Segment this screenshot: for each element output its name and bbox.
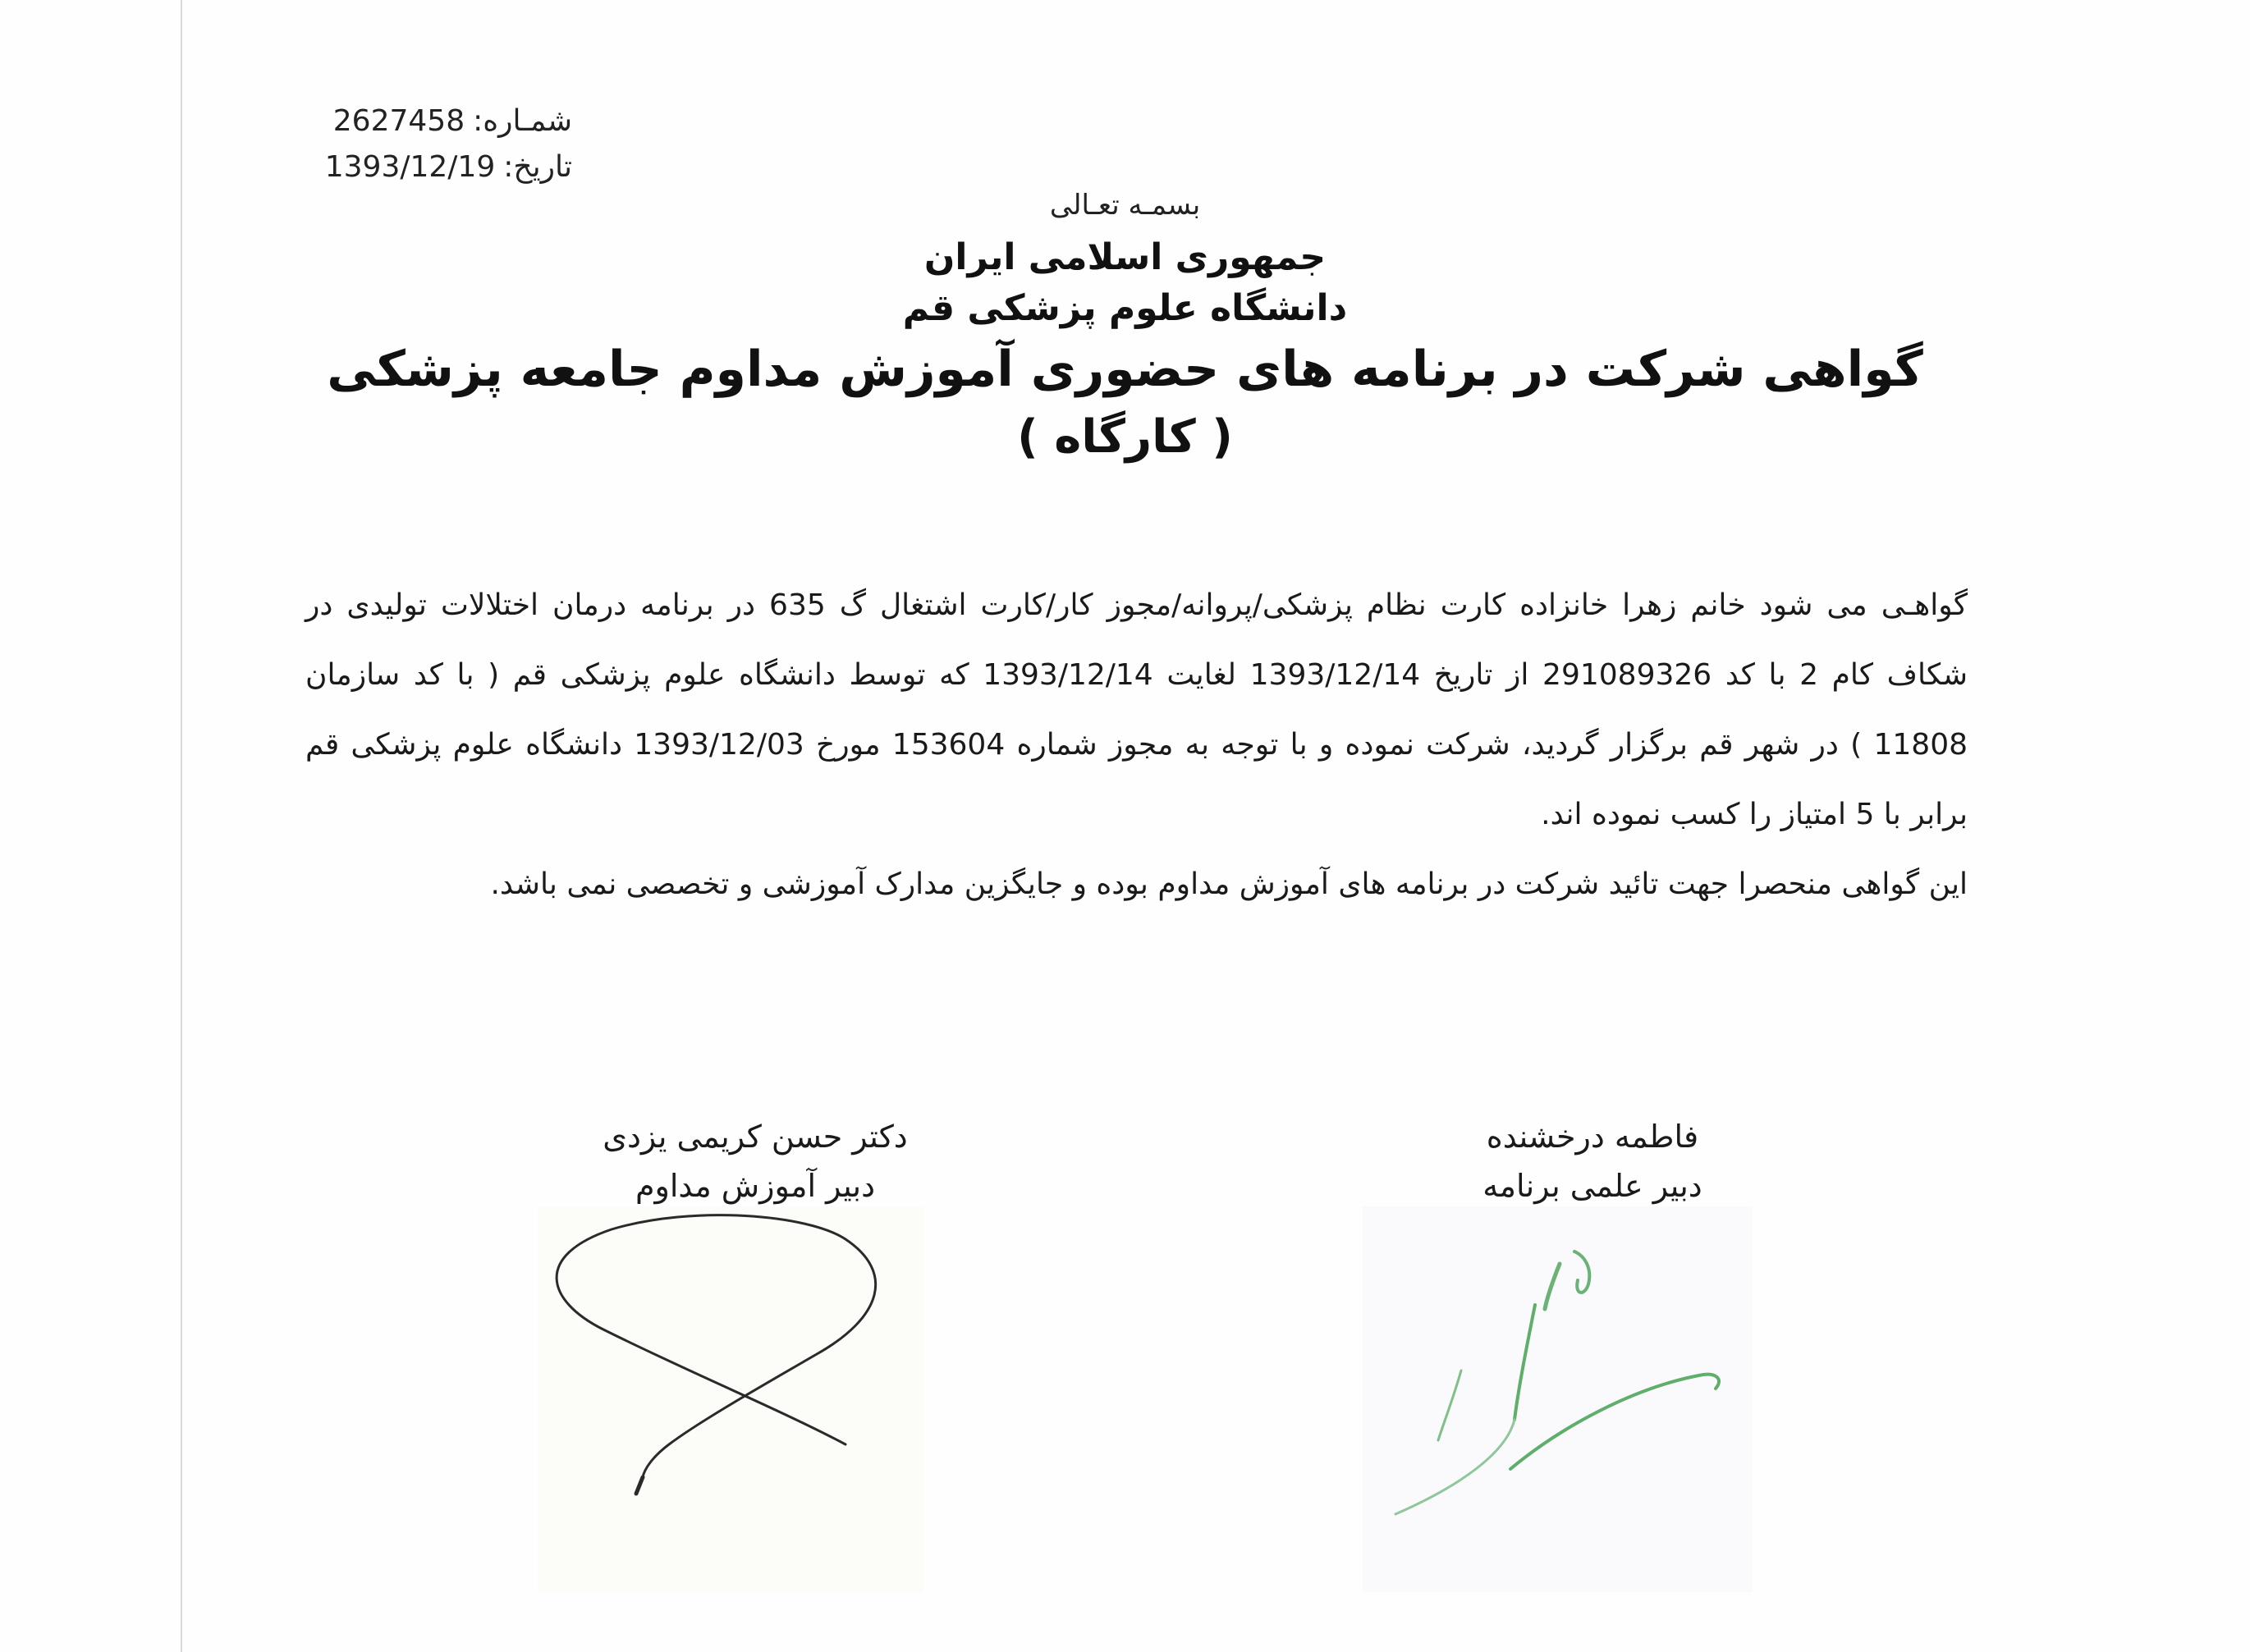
handwritten-signature-right-icon [1363,1206,1753,1592]
certificate-body [305,570,1968,919]
signatory-name-right: فاطمه درخشنده [1486,1119,1699,1155]
republic-heading: جمهوری اسلامی ایران [923,236,1327,278]
document-meta [325,98,572,190]
body-paragraph-1: گواهـی می شود خانم زهرا خانزاده کارت نظام پزشکی/پروانه/مجوز کار/کارت اشتغال گ 635 در برنامه درمان اختلالات تولیدی در شکاف کام 2 با کد 291089326 از تاریخ 1393/12/14 لغایت 1393/12/14 که توسط دانشگاه علوم پزشکی قم ( با کد سازمان 11808 ) در شهر قم برگزار گردید، شرکت نموده و با توجه به مجوز شماره 153604 مورخ 1393/12/03 دانشگاه علوم پزشکی قم برابر با 5 امتیاز را کسب نموده اند. [305,588,1968,831]
document-number-row [325,98,572,144]
signature-image-left [538,1206,923,1592]
body-paragraph-2: این گواهی منحصرا جهت تائید شرکت در برنامه های آموزش مداوم بوده و جایگزین مدارک آموزشی و تخصصی نمی باشد. [490,867,1968,901]
document-date-label: تاریخ: [503,150,572,184]
handwritten-signature-left-icon [538,1206,923,1592]
document-date-row [325,144,572,190]
signatory-role-left: دبیر آموزش مداوم [635,1168,876,1204]
document-number-label: شمـاره: [473,104,572,138]
signature-image-right [1363,1206,1753,1592]
certificate-title: گواهی شرکت در برنامه های حضوری آموزش مداوم جامعه پزشکی [327,341,1923,398]
signature-block-left [493,1112,1018,1210]
signatory-name-left: دکتر حسن کریمی یزدی [603,1119,908,1155]
document-date-value: 1393/12/19 [324,150,496,184]
signatory-role-right: دبیر علمی برنامه [1482,1168,1702,1204]
document-number-value: 2627458 [332,104,465,138]
certificate-subtitle: ( کارگاه ) [1017,410,1233,464]
bismillah-line: بسمـه تعـالی [1049,189,1201,222]
signature-block-right [1330,1112,1855,1210]
university-heading: دانشگاه علوم پزشکی قم [902,287,1348,329]
